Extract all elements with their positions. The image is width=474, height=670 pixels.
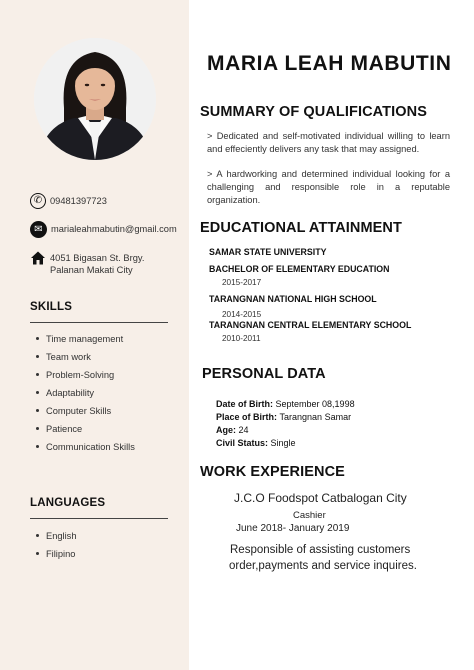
skill-item: Communication Skills [36, 440, 135, 458]
home-icon [30, 250, 46, 267]
age-value: 24 [238, 425, 249, 435]
civil-label: Civil Status: [216, 438, 269, 448]
contact-address [30, 250, 144, 276]
person-name: MARIA LEAH MABUTIN [207, 52, 452, 75]
work-company: J.C.O Foodspot Catbalogan City [234, 491, 407, 505]
summary-paragraph-1: > Dedicated and self-motivated individual willing to learn and effeciently delivers any task that may assigned. [207, 131, 450, 154]
skill-item: Patience [36, 422, 135, 440]
education-degree-1: BACHELOR OF ELEMENTARY EDUCATION [209, 264, 390, 274]
pob-value: Tarangnan Samar [279, 412, 352, 422]
education-school-2: TARANGNAN NATIONAL HIGH SCHOOL [209, 294, 377, 304]
summary-heading: SUMMARY OF QUALIFICATIONS [200, 104, 427, 120]
work-heading: WORK EXPERIENCE [200, 464, 345, 480]
skill-item: Adaptability [36, 386, 135, 404]
address-line-2: Palanan Makati City [50, 265, 133, 275]
sidebar [0, 0, 189, 670]
contact-phone [30, 193, 107, 209]
education-heading: EDUCATIONAL ATTAINMENT [200, 220, 402, 236]
personal-civil-status [216, 438, 296, 448]
skills-heading: SKILLS [30, 301, 73, 313]
main-column [189, 0, 474, 670]
skills-divider [30, 322, 168, 323]
age-label: Age: [216, 425, 236, 435]
civil-value: Single [270, 438, 296, 448]
skill-item: Team work [36, 350, 135, 368]
skills-list [36, 332, 135, 458]
education-year-2: 2014-2015 [222, 310, 262, 319]
address-text [50, 250, 144, 276]
email-text: marialeahmabutin@gmail.com [51, 224, 177, 234]
work-period: June 2018- January 2019 [236, 523, 350, 534]
pob-label: Place of Birth: [216, 412, 278, 422]
language-item: English [36, 529, 77, 547]
skill-item: Computer Skills [36, 404, 135, 422]
education-school-1: SAMAR STATE UNIVERSITY [209, 247, 327, 257]
work-description-2: order,payments and service inquires. [229, 560, 417, 572]
education-school-3: TARANGNAN CENTRAL ELEMENTARY SCHOOL [209, 320, 412, 330]
mail-icon: ✉ [30, 221, 47, 238]
summary-paragraph-2: > A hardworking and determined individual looking for a challenging and responsible role in a reputable organization. [207, 169, 450, 205]
language-item: Filipino [36, 547, 77, 565]
work-position: Cashier [293, 510, 326, 521]
languages-list [36, 529, 77, 565]
personal-dob [216, 399, 355, 409]
dob-label: Date of Birth: [216, 399, 273, 409]
personal-age [216, 425, 249, 435]
personal-heading: PERSONAL DATA [202, 366, 326, 382]
dob-value: September 08,1998 [275, 399, 355, 409]
languages-heading: LANGUAGES [30, 497, 106, 509]
education-year-1: 2015-2017 [222, 278, 262, 287]
phone-icon: ✆ [30, 193, 46, 209]
address-line-1: 4051 Bigasan St. Brgy. [50, 253, 145, 263]
personal-pob [216, 412, 351, 422]
profile-photo [34, 38, 156, 160]
phone-text: 09481397723 [50, 196, 107, 206]
work-description-1: Responsible of assisting customers [230, 544, 411, 556]
skill-item: Time management [36, 332, 135, 350]
education-year-3: 2010-2011 [222, 334, 261, 343]
skill-item: Problem-Solving [36, 368, 135, 386]
contact-email [30, 221, 177, 238]
languages-divider [30, 518, 168, 519]
